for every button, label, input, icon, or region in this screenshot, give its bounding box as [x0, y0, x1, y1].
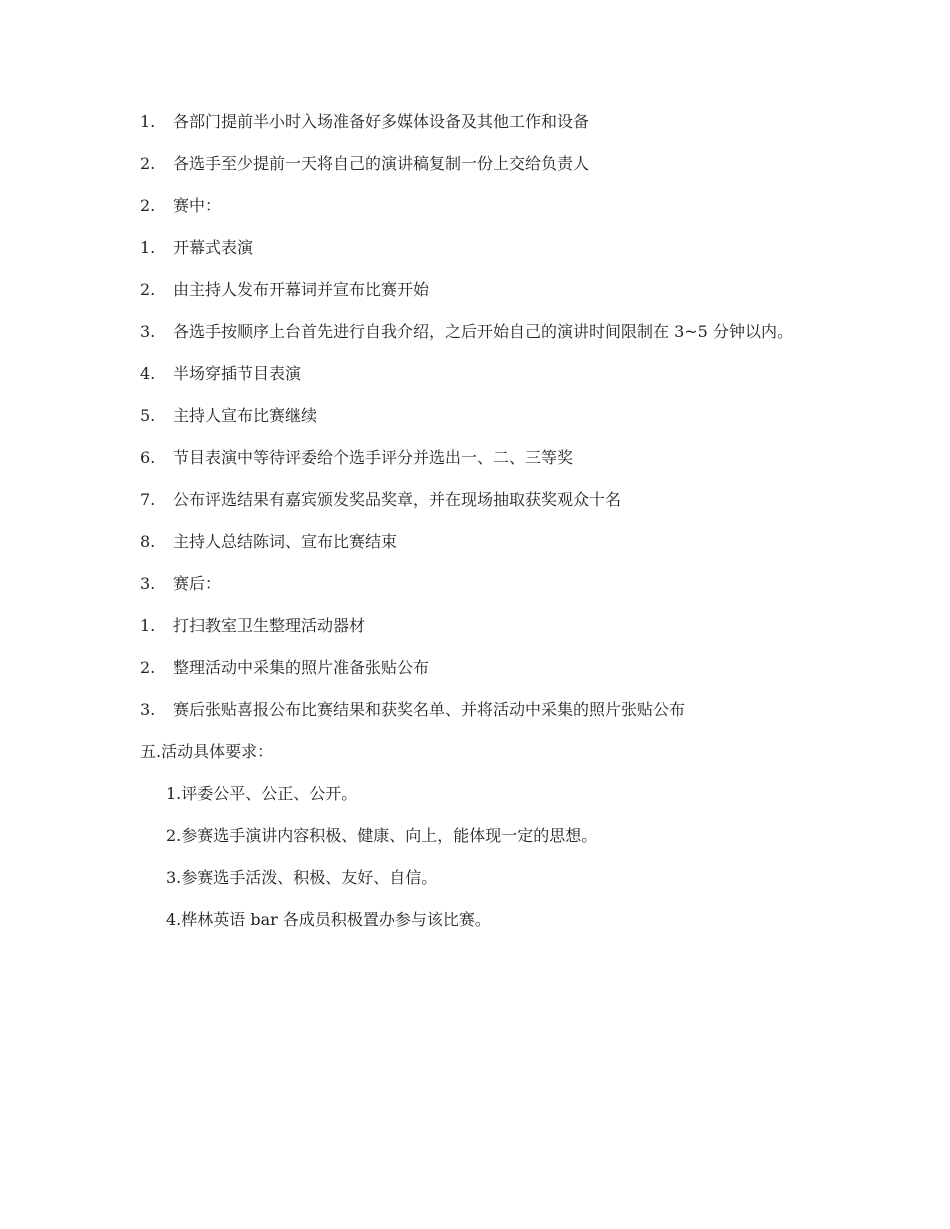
requirement-item: 2.参赛选手演讲内容积极、健康、向上，能体现一定的思想。 [166, 826, 598, 845]
item-text: 公布评选结果有嘉宾颁发奖品奖章，并在现场抽取获奖观众十名 [173, 490, 622, 509]
item-text: 各选手至少提前一天将自己的演讲稿复制一份上交给负责人 [173, 154, 590, 173]
requirement-item: 3.参赛选手活泼、积极、友好、自信。 [166, 868, 438, 887]
item-text: 赛后张贴喜报公布比赛结果和获奖名单、并将活动中采集的照片张贴公布 [173, 700, 686, 719]
item-text: 主持人总结陈词、宣布比赛结束 [173, 532, 398, 551]
item-number: 7. [140, 490, 156, 509]
list-item [140, 318, 800, 346]
list-item [140, 234, 800, 262]
item-text: 由主持人发布开幕词并宣布比赛开始 [173, 280, 430, 299]
item-text: 主持人宣布比赛继续 [173, 406, 318, 425]
item-text: 各选手按顺序上台首先进行自我介绍，之后开始自己的演讲时间限制在 3~5 分钟以内。 [173, 322, 793, 341]
list-item [140, 528, 800, 556]
item-number: 4. [140, 364, 156, 383]
item-text: 打扫教室卫生整理活动器材 [173, 616, 366, 635]
item-number: 6. [140, 448, 156, 467]
item-text: 半场穿插节目表演 [173, 364, 302, 383]
list-item [140, 696, 800, 724]
item-number: 3. [140, 574, 156, 593]
item-number: 5. [140, 406, 156, 425]
list-item [140, 360, 800, 388]
requirement-item: 1.评委公平、公正、公开。 [166, 784, 358, 803]
item-number: 3. [140, 322, 156, 341]
item-number: 2. [140, 196, 156, 215]
list-item [140, 444, 800, 472]
item-number: 2. [140, 154, 156, 173]
list-item [140, 402, 800, 430]
list-item [140, 486, 800, 514]
item-number: 2. [140, 658, 156, 677]
item-number: 1. [140, 238, 156, 257]
item-number: 3. [140, 700, 156, 719]
list-item [140, 276, 800, 304]
item-number: 2. [140, 280, 156, 299]
item-text: 节目表演中等待评委给个选手评分并选出一、二、三等奖 [173, 448, 574, 467]
item-number: 1. [140, 616, 156, 635]
list-item [140, 654, 800, 682]
item-text: 整理活动中采集的照片准备张贴公布 [173, 658, 430, 677]
list-item [140, 612, 800, 640]
item-number: 1. [140, 112, 156, 131]
requirement-item: 4.桦林英语 bar 各成员积极置办参与该比赛。 [166, 910, 491, 929]
item-text: 各部门提前半小时入场准备好多媒体设备及其他工作和设备 [173, 112, 590, 131]
item-text: 赛中： [173, 196, 222, 215]
list-item [140, 108, 800, 136]
item-text: 开幕式表演 [173, 238, 254, 257]
document-body [140, 108, 800, 948]
item-number: 8. [140, 532, 156, 551]
requirements-heading: 五.活动具体要求： [140, 742, 274, 761]
item-text: 赛后： [173, 574, 222, 593]
section-heading-after [140, 570, 800, 598]
section-heading-during [140, 192, 800, 220]
list-item [140, 150, 800, 178]
